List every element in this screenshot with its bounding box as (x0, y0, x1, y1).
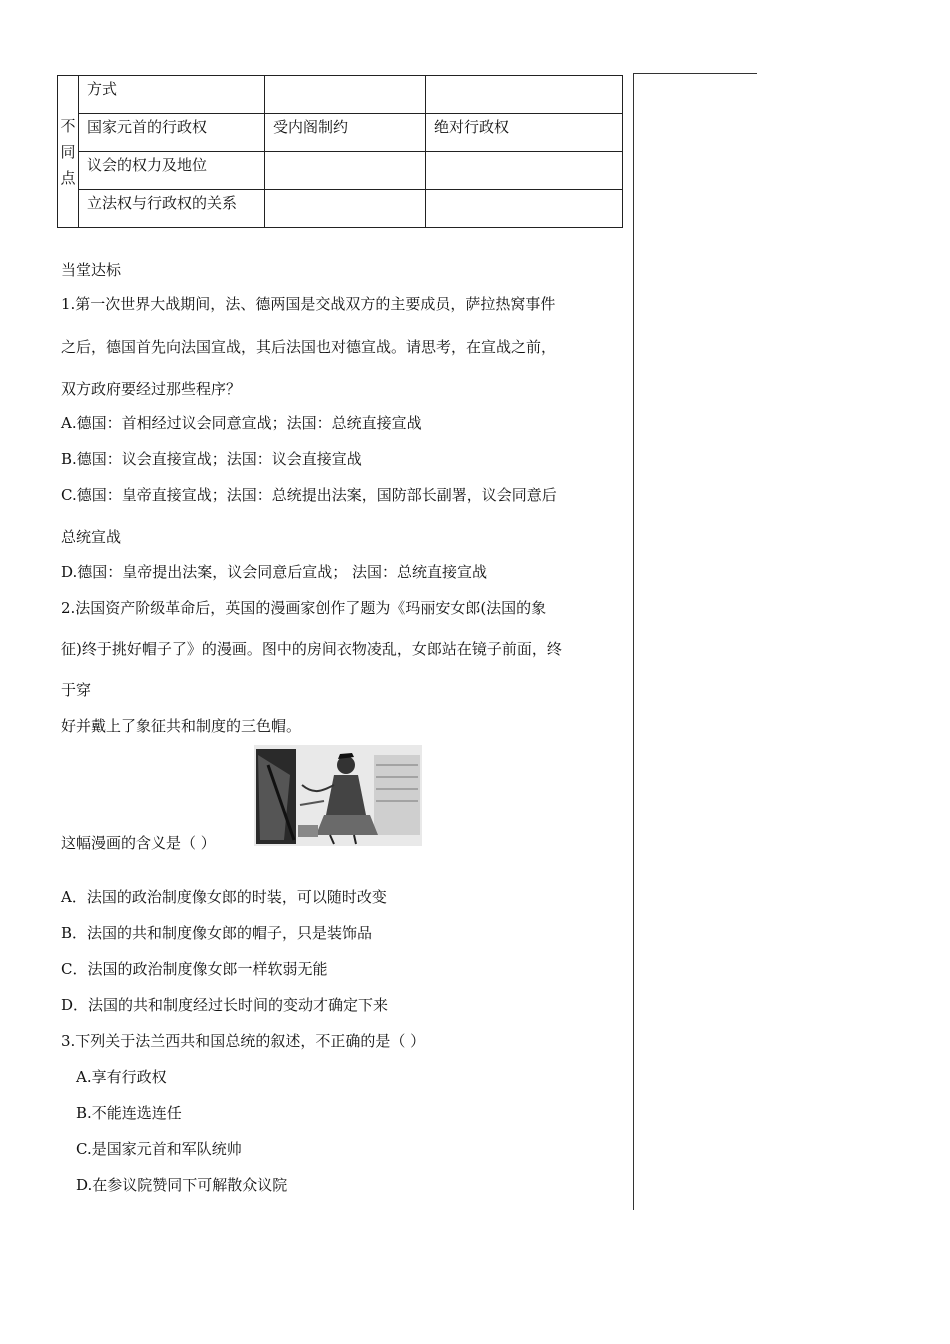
q3-option-b: B.不能连选连任 (76, 1104, 182, 1122)
table-cell: 受内阁制约 (265, 114, 426, 152)
q3-option-c: C.是国家元首和军队统帅 (76, 1140, 242, 1158)
side-label-cell (58, 76, 79, 228)
section-title: 当堂达标 (61, 261, 122, 279)
side-label-char: 不 (60, 116, 76, 135)
q2-question: 这幅漫画的含义是（ ） (61, 834, 216, 852)
q1-stem-line: 1.第一次世界大战期间，法、德两国是交战双方的主要成员，萨拉热窝事件 (61, 295, 556, 313)
side-label-char: 同 (60, 142, 76, 161)
q3-option-d: D.在参议院赞同下可解散众议院 (76, 1176, 288, 1194)
table-row (58, 190, 623, 228)
q3-option-a: A.享有行政权 (76, 1068, 167, 1086)
table-cell (426, 76, 623, 114)
page-border-right (633, 73, 634, 1210)
q3-stem: 3.下列关于法兰西共和国总统的叙述，不正确的是（ ） (61, 1032, 426, 1050)
table-row (58, 76, 623, 114)
q1-option-c: C.德国：皇帝直接宣战；法国：总统提出法案，国防部长副署，议会同意后 (61, 486, 557, 504)
table-cell (265, 190, 426, 228)
table-row (58, 152, 623, 190)
table-cell-label: 方式 (79, 76, 265, 114)
q1-option-d: D.德国：皇帝提出法案，议会同意后宣战； 法国：总统直接宣战 (61, 563, 488, 581)
side-label-char: 点 (60, 168, 76, 187)
q2-option-d: D．法国的共和制度经过长时间的变动才确定下来 (61, 996, 389, 1014)
table-cell (426, 152, 623, 190)
q2-stem-line: 于穿 (61, 681, 92, 699)
table-cell (426, 190, 623, 228)
page-border-top (633, 73, 757, 74)
q1-stem-line: 之后，德国首先向法国宣战，其后法国也对德宣战。请思考，在宣战之前， (61, 338, 557, 356)
q2-stem-line: 2.法国资产阶级革命后，英国的漫画家创作了题为《玛丽安女郎(法国的象 (61, 599, 547, 617)
comparison-table (57, 75, 623, 228)
q2-option-b: B．法国的共和制度像女郎的帽子，只是装饰品 (61, 924, 373, 942)
table-cell: 绝对行政权 (426, 114, 623, 152)
q1-option-c-cont: 总统宣战 (61, 528, 122, 546)
table-row (58, 114, 623, 152)
q1-stem-line: 双方政府要经过那些程序？ (61, 380, 242, 398)
table-cell-label: 议会的权力及地位 (79, 152, 265, 190)
table-cell-label: 立法权与行政权的关系 (79, 190, 265, 228)
q1-option-b: B.德国：议会直接宣战；法国：议会直接宣战 (61, 450, 362, 468)
table-cell (265, 76, 426, 114)
q1-option-a: A.德国：首相经过议会同意宣战；法国：总统直接宣战 (61, 414, 422, 432)
q2-stem-line: 征)终于挑好帽子了》的漫画。图中的房间衣物凌乱，女郎站在镜子前面，终 (61, 640, 562, 658)
table-cell-label: 国家元首的行政权 (79, 114, 265, 152)
table-cell (265, 152, 426, 190)
cartoon-image (254, 745, 422, 846)
q2-option-a: A．法国的政治制度像女郎的时装，可以随时改变 (61, 888, 387, 906)
q2-stem-line: 好并戴上了象征共和制度的三色帽。 (61, 717, 302, 735)
q2-option-c: C．法国的政治制度像女郎一样软弱无能 (61, 960, 328, 978)
